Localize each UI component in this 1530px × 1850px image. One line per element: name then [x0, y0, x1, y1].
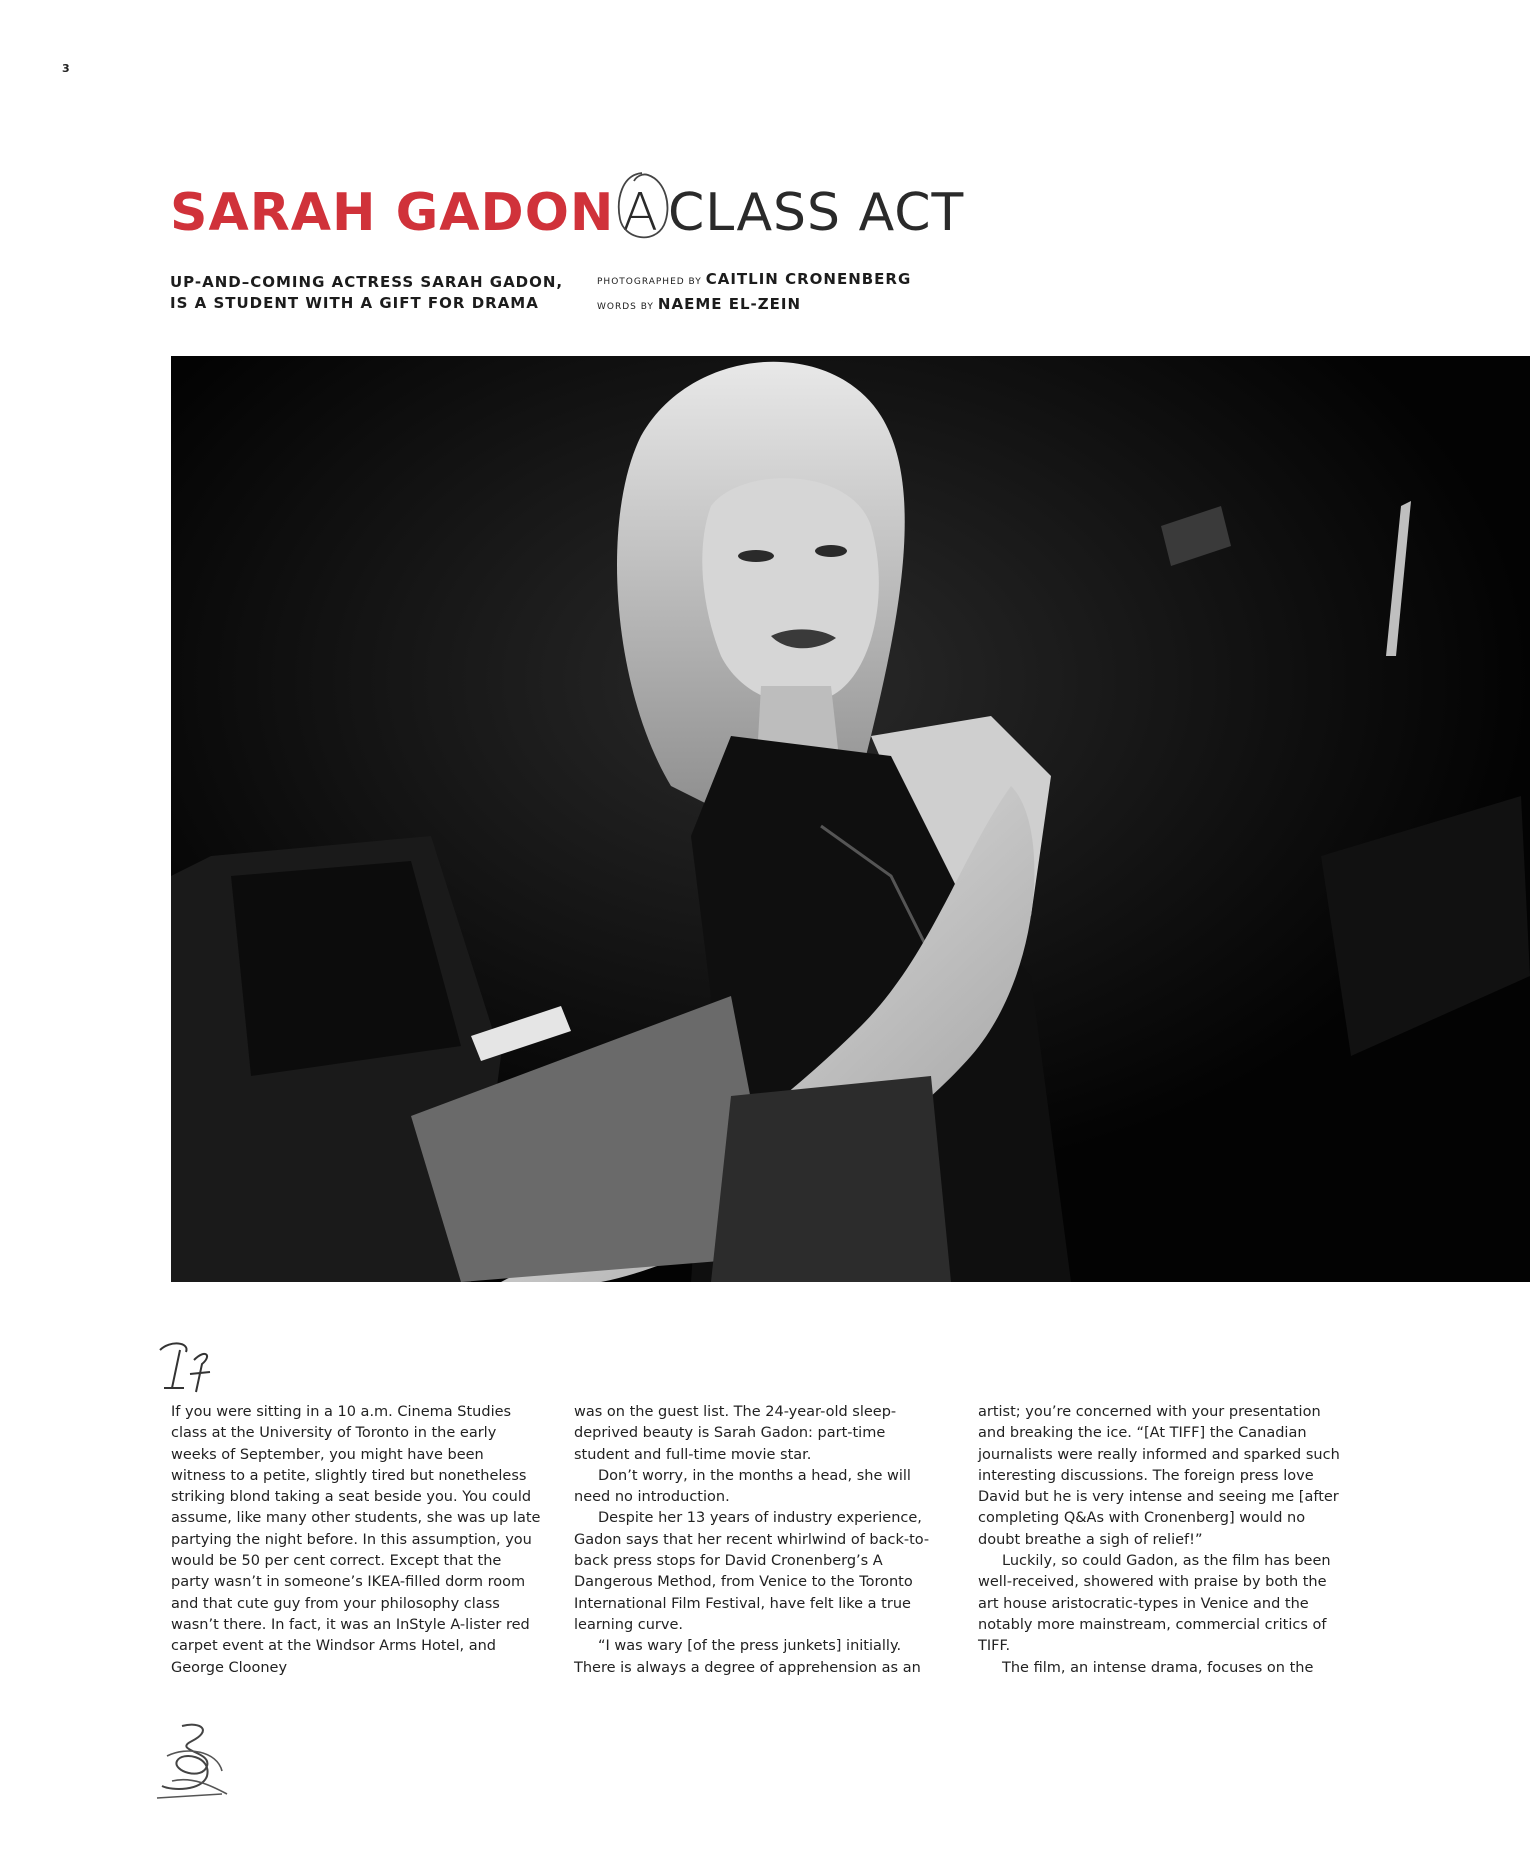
- body-paragraph: Despite her 13 years of industry experience, Gadon says that her recent whirlwind of back-to-back press stops for David Cronenberg’s A Dangerous Method, from Venice to the Toronto International Film Festival, have felt like a true learning curve.: [574, 1510, 930, 1633]
- body-column-2: [574, 1402, 944, 1679]
- article-headline: [170, 178, 964, 248]
- body-paragraph: Luckily, so could Gadon, as the film has been well-received, showered with praise by both the art house aristocratic-types in Venice and the notably more mainstream, commercial critics of TIFF.: [978, 1553, 1331, 1655]
- headline-circled-letter: A: [622, 183, 658, 243]
- writer-name: NAEME EL-ZEIN: [657, 295, 802, 313]
- words-credit-role: WORDS BY: [597, 302, 654, 312]
- article-credits: [597, 268, 911, 318]
- scribble-signature: [152, 1716, 242, 1810]
- article-deck: [170, 272, 570, 314]
- body-column-1: [171, 1402, 541, 1679]
- drop-cap-flourish: [150, 1330, 220, 1404]
- body-column-3: [978, 1402, 1348, 1679]
- body-paragraph: “I was wary [of the press junkets] initially. There is always a degree of apprehension as an: [574, 1638, 921, 1676]
- photographer-name: CAITLIN CRONENBERG: [705, 270, 912, 288]
- headline-rest: CLASS ACT: [668, 183, 965, 243]
- body-paragraph: Don’t worry, in the months a head, she will need no introduction.: [574, 1467, 911, 1506]
- body-paragraph: The film, an intense drama, focuses on the: [1002, 1659, 1314, 1676]
- page-number: 3: [62, 62, 70, 75]
- body-paragraph: was on the guest list. The 24-year-old sleep-deprived beauty is Sarah Gadon: part-time student and full-time movie star.: [574, 1404, 897, 1463]
- words-credit: [597, 293, 911, 318]
- portrait-photo-illustration: [171, 356, 1530, 1282]
- body-paragraph: If you were sitting in a 10 a.m. Cinema Studies class at the University of Toronto in the early weeks of September, you might have been witness to a petite, slightly tired but nonetheless striking blond taking a seat beside you. You could assume, like many other students, she was up late partying the night before. In this assumption, you would be 50 per cent correct. Except that the party wasn’t in someone’s IKEA-filled dorm room and that cute guy from your philosophy class wasn’t there. In fact, it was an InStyle A-lister red carpet event at the Windsor Arms Hotel, and George Clooney: [171, 1404, 541, 1676]
- headline-name: SARAH GADON: [170, 183, 615, 243]
- feature-photo: [171, 356, 1530, 1282]
- scribble-logo-icon: [152, 1716, 242, 1806]
- deck-line-2: IS A STUDENT WITH A GIFT FOR DRAMA: [170, 294, 539, 312]
- body-paragraph: artist; you’re concerned with your presentation and breaking the ice. “[At TIFF] the Canadian journalists were really informed and sparked such interesting discussions. The foreign press love David but he is very intense and seeing me [after completing Q&As with Cronenberg] would no doubt breathe a sigh of relief!”: [978, 1404, 1340, 1548]
- photo-credit: [597, 268, 911, 293]
- script-if-icon: [150, 1330, 220, 1400]
- photo-credit-role: PHOTOGRAPHED BY: [597, 277, 702, 287]
- hand-drawn-circle-icon: [614, 169, 670, 245]
- deck-line-1: UP-AND–COMING ACTRESS SARAH GADON,: [170, 273, 564, 291]
